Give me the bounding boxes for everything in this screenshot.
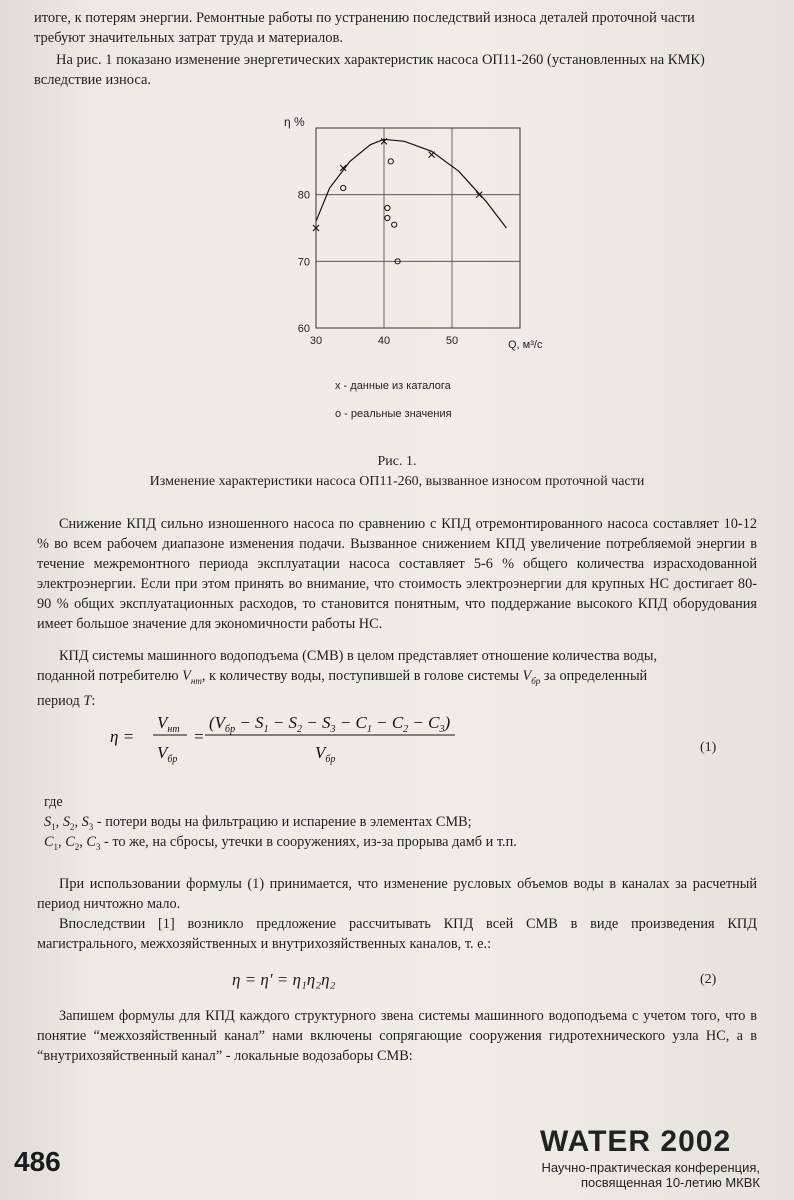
conference-line-1: Научно-практическая конференция, xyxy=(541,1160,760,1175)
paragraph-2-line1: КПД системы машинного водоподъема (СМВ) в целом представляет отношение количества воды, xyxy=(59,648,658,664)
legend-real: o - реальные значения xyxy=(335,408,452,420)
real-point xyxy=(385,205,390,210)
p2-text-d: период xyxy=(37,692,80,709)
intro-line-1: итоге, к потерям энергии. Ремонтные работы по устранению последствий износа деталей проточной части xyxy=(34,10,695,26)
y-tick-label: 60 xyxy=(297,323,310,335)
paragraph-3: При использовании формулы (1) принимается, что изменение русловых объемов воды в каналах за расчетный период ничтожно мало. xyxy=(37,876,757,912)
x-tick-label: 30 xyxy=(309,335,323,347)
y-axis-label: η % xyxy=(284,115,305,129)
intro-line-4: вследствие износа. xyxy=(34,72,152,88)
real-point xyxy=(385,215,390,220)
c-definition-text: - то же, на сбросы, утечки в сооружениях, из-за прорыва дамб и т.п. xyxy=(104,834,517,850)
chart-grid xyxy=(316,128,520,328)
paragraph-2-line2 xyxy=(37,666,757,691)
where-label: где xyxy=(44,794,63,810)
svg-text:Vнт: $V_{нт}$ xyxy=(157,713,180,735)
formula-1 xyxy=(105,700,465,770)
paragraph-5: Запишем формулы для КПД каждого структурного звена системы машинного водоподъема с учетом того, что в понятие “межхозяйственный канал” нами включены сопрягающие сооружения гидротехнического узла НС, а в “внутрихозяйственный канал” - локальные водозаборы СМВ: xyxy=(37,1008,757,1064)
v-br-symbol: $V_{бр}$ xyxy=(522,668,541,686)
chart-ticks xyxy=(298,190,458,347)
intro-line-3: На рис. 1 показано изменение энергетических характеристик насоса ОП11-260 (установленных на КМК) xyxy=(56,52,705,68)
real-point xyxy=(392,222,397,227)
s-definition: $S_1$, $S_2$, $S_3$ - потери воды на фильтрацию и испарение в элементах СМВ; xyxy=(44,814,472,832)
conference-line-2: посвященная 10-летию МКВК xyxy=(581,1175,760,1190)
p2-text-b: , к количеству воды, поступившей в голове системы xyxy=(201,668,519,684)
p2-text-c: за определенный xyxy=(543,668,648,684)
x-tick-label: 50 xyxy=(445,335,459,347)
efficiency-curve xyxy=(316,139,506,228)
y-tick-label: 80 xyxy=(297,189,310,202)
c-definition: $C_1$, $C_2$, $C_3$ - то же, на сбросы, утечки в сооружениях, из-за прорыва дамб и т.п. xyxy=(44,834,517,852)
real-point xyxy=(388,159,393,164)
v-nt-symbol: $V_{нт}$ xyxy=(182,668,202,686)
svg-text:(Vбр − S1 − S2 − S3 − C1 − C2: $(V_{бр} - S_1 - S_2 - S_3 - C_1 - C_2 - C_3)$ xyxy=(209,713,451,735)
chart-marks xyxy=(313,138,506,264)
svg-text:Vбр: $V_{бр}$ xyxy=(157,743,178,765)
svg-text:η =: η = xyxy=(110,727,135,746)
plot-frame xyxy=(316,128,520,328)
paragraph-4: Впоследствии [1] возникло предложение рассчитывать КПД всей СМВ в виде произведения КПД магистрального, межхозяйственных и внутрихозяйственных каналов, т. е.: xyxy=(37,916,757,952)
paragraph-1: Снижение КПД сильно изношенного насоса по сравнению с КПД отремонтированного насоса составляет 10-12 % во всем рабочем диапазоне изменения подачи. Вызванное снижением КПД увеличение потребляемой энергии в течение межремонтного периода эксплуатации насоса составляет 5-6 % общего количества израсходованной электроэнергии. Если при этом принять во внимание, что стоимость электроэнергии для крупных НС достигает 80-90 % общих эксплуатационных расходов, то становится понятным, что поддержание высокого КПД оборудования имеет большое значение для экономичности работы НС. xyxy=(37,516,757,632)
figure-number: Рис. 1. xyxy=(377,454,417,469)
s-definition-text: - потери воды на фильтрацию и испарение в элементах СМВ; xyxy=(96,814,472,830)
legend-catalog: x - данные из каталога xyxy=(335,380,451,392)
x-axis-label: Q, м³/с xyxy=(508,339,543,351)
figure-caption: Изменение характеристики насоса ОП11-260, вызванное износом проточной части xyxy=(149,474,645,489)
x-tick-label: 40 xyxy=(377,335,391,347)
formula-2: η = η' = η₁η₂η₂ xyxy=(232,970,336,989)
formula-2-number: (2) xyxy=(700,972,717,987)
p2-text-a: поданной потребителю xyxy=(37,668,179,684)
water-2002-logo: WATER 2002 xyxy=(540,1125,732,1158)
svg-text:=: = xyxy=(193,727,205,746)
real-point xyxy=(341,185,346,190)
svg-text:Vбр: $V_{бр}$ xyxy=(315,743,336,765)
paragraph-2-line3: период T: xyxy=(37,692,96,709)
y-tick-label: 70 xyxy=(297,256,310,269)
formula-1-number: (1) xyxy=(700,740,717,755)
page-number: 486 xyxy=(14,1146,61,1177)
intro-line-2: требуют значительных затрат труда и материалов. xyxy=(34,30,344,46)
